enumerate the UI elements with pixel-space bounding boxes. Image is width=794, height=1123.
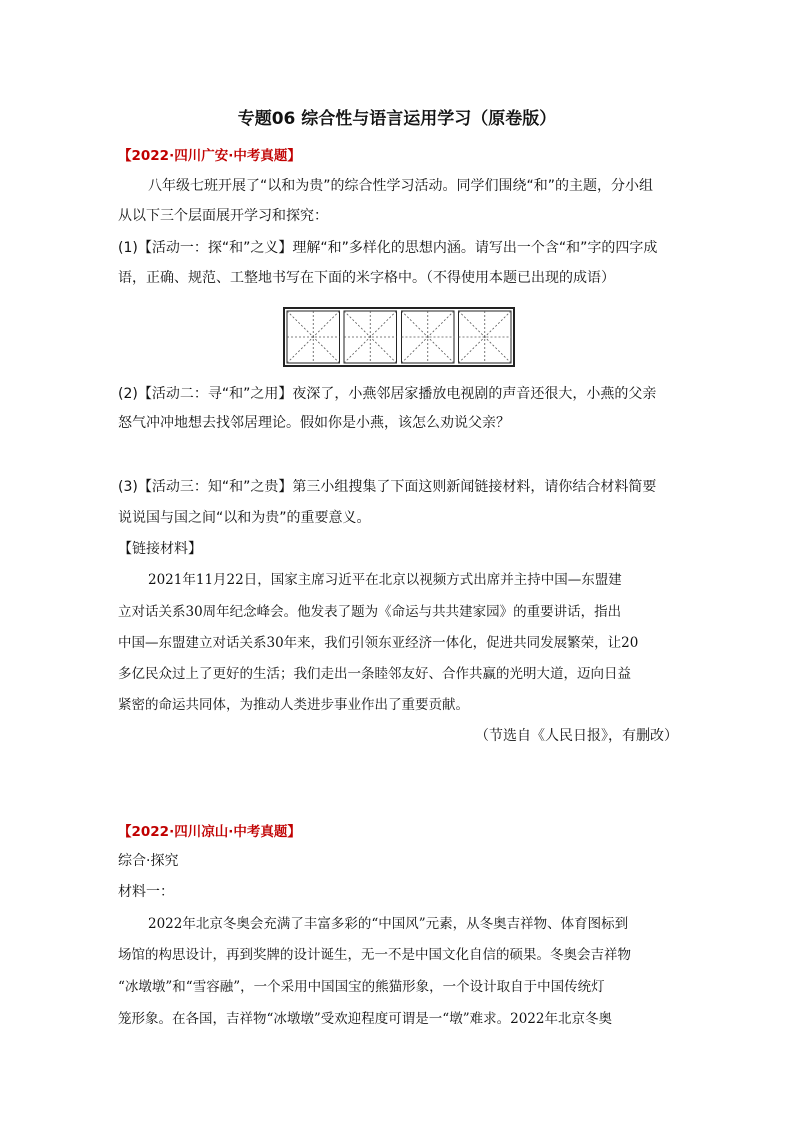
activity-2-text: (2)【活动二：寻“和”之用】夜深了，小燕邻居家播放电视剧的声音还很大，小燕的父亲 — [118, 386, 657, 402]
intro-text: 从以下三个层面展开学习和探究： — [118, 208, 328, 224]
link-material-label: 【链接材料】 — [118, 541, 202, 557]
news-text: 紧密的命运共同体，为推动人类进步事业作出了重要贡献。 — [118, 697, 469, 713]
material-text: “冰墩墩”和“雪容融”，一个采用中国国宝的熊猫形象，一个设计取自于中国传统灯 — [118, 979, 605, 995]
mi-character-grid — [283, 307, 515, 367]
material-label: 材料一： — [118, 884, 174, 900]
activity-2-text: 怒气冲冲地想去找邻居理论。假如你是小燕，该怎么劝说父亲？ — [118, 415, 510, 431]
material-text: 2022年北京冬奥会充满了丰富多彩的“中国风”元素，从冬奥吉祥物、体育图标到 — [148, 916, 629, 932]
news-text: 立对话关系30周年纪念峰会。他发表了题为《命运与共共建家园》的重要讲话，指出 — [118, 604, 622, 620]
section-label: 综合·探究 — [118, 853, 179, 869]
news-text: 多亿民众过上了更好的生活；我们走出一条睦邻友好、合作共赢的光明大道，迈向日益 — [118, 666, 631, 682]
material-text: 笼形象。在各国，吉祥物“冰墩墩”受欢迎程度可谓是一“墩”难求。2022年北京冬奥 — [118, 1011, 612, 1027]
activity-3-text: (3)【活动三：知“和”之贵】第三小组搜集了下面这则新闻链接材料，请你结合材料简要 — [118, 479, 657, 495]
activity-3-text: 说说国与国之间“以和为贵”的重要意义。 — [118, 510, 371, 526]
news-text: 2021年11月22日，国家主席习近平在北京以视频方式出席并主持中国—东盟建 — [148, 572, 622, 588]
question-source-tag: 【2022·四川凉山·中考真题】 — [118, 824, 301, 840]
source-citation: （节选自《人民日报》，有删改） — [475, 728, 678, 744]
material-text: 场馆的构思设计，再到奖牌的设计诞生，无一不是中国文化自信的硕果。冬奥会吉祥物 — [118, 947, 631, 963]
news-text: 中国—东盟建立对话关系30年来，我们引领东亚经济一体化，促进共同发展繁荣，让20 — [118, 635, 639, 651]
intro-text: 八年级七班开展了“以和为贵”的综合性学习活动。同学们围绕“和”的主题，分小组 — [148, 178, 654, 194]
activity-1-text: (1)【活动一：探“和”之义】理解“和”多样化的思想内涵。请写出一个含“和”字的四字成 — [118, 240, 658, 256]
document-title: 专题06 综合性与语言运用学习（原卷版） — [237, 109, 557, 129]
question-source-tag: 【2022·四川广安·中考真题】 — [118, 148, 301, 164]
activity-1-text: 语，正确、规范、工整地书写在下面的米字格中。（不得使用本题已出现的成语） — [118, 270, 615, 286]
